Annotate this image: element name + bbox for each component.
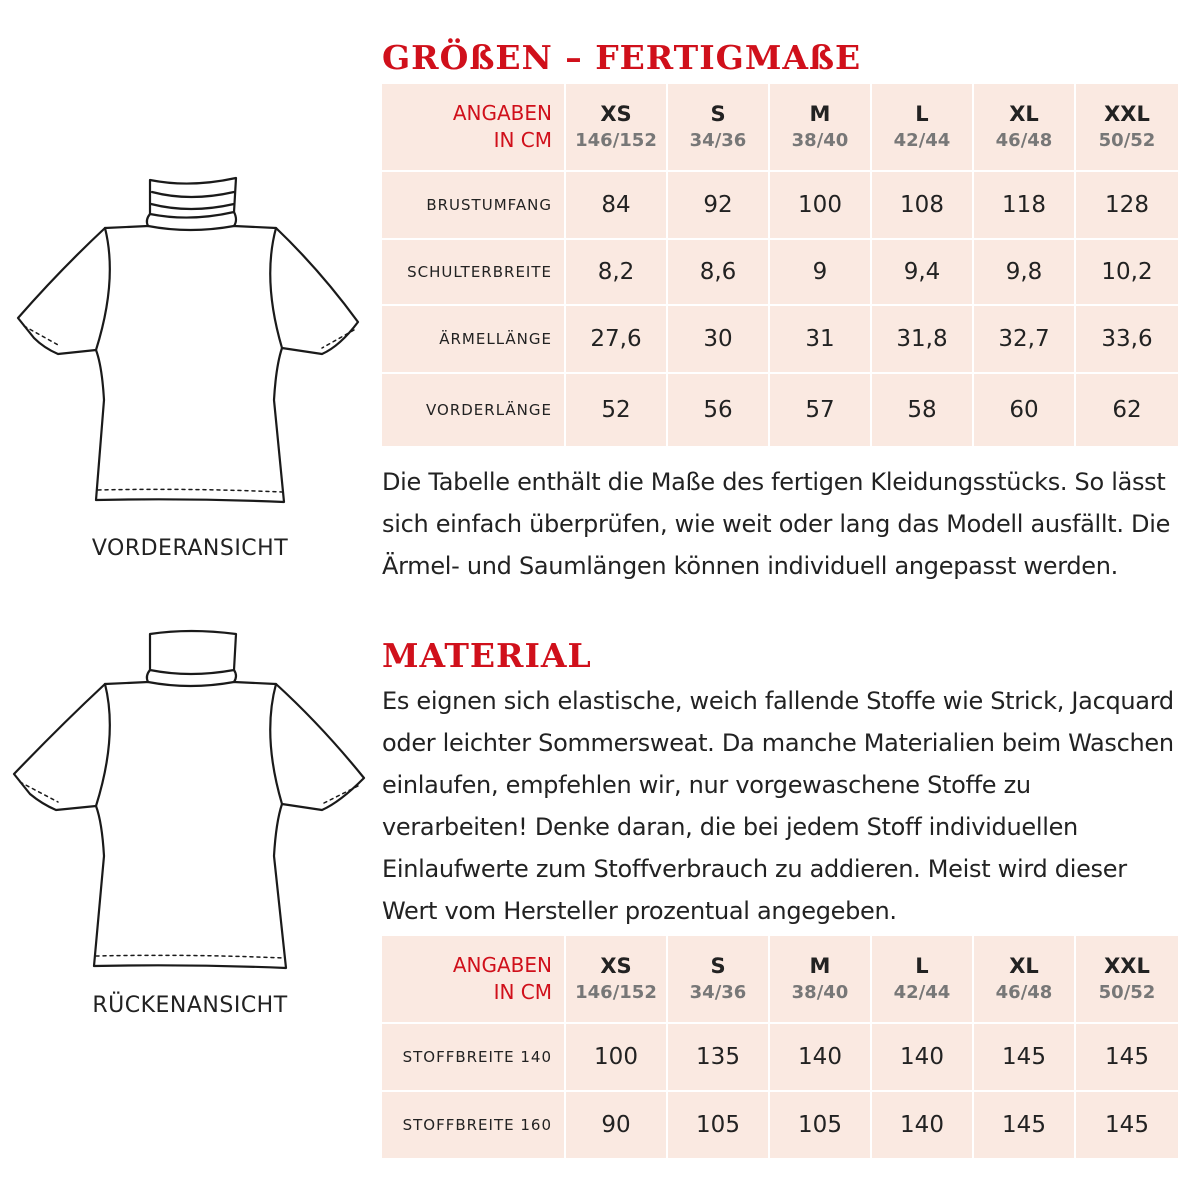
size-column-header — [668, 936, 770, 1024]
row-label: STOFFBREITE 140 — [382, 1024, 566, 1092]
size-number: 42/44 — [893, 981, 951, 1003]
material-table — [382, 936, 1178, 1158]
size-column-header — [770, 84, 872, 172]
size-code: L — [915, 101, 929, 126]
header-label-line1: ANGABEN — [452, 101, 552, 125]
size-table-heading: GRÖßEN – FERTIGMAßE — [382, 38, 862, 77]
size-code: XXL — [1104, 101, 1150, 126]
size-table-header-row — [382, 84, 1178, 172]
size-column-header — [566, 936, 668, 1024]
header-label — [382, 84, 566, 172]
table-cell: 9,8 — [974, 240, 1076, 306]
size-number: 42/44 — [893, 129, 951, 151]
size-column-header — [770, 936, 872, 1024]
size-code: M — [809, 953, 831, 978]
table-cell: 140 — [872, 1092, 974, 1158]
size-column-header — [1076, 936, 1178, 1024]
table-cell: 58 — [872, 374, 974, 446]
table-cell: 31 — [770, 306, 872, 374]
table-cell: 128 — [1076, 172, 1178, 240]
table-row — [382, 374, 1178, 446]
row-label: ÄRMELLÄNGE — [382, 306, 566, 374]
size-code: S — [710, 953, 726, 978]
table-cell: 62 — [1076, 374, 1178, 446]
table-cell: 8,6 — [668, 240, 770, 306]
header-label-line1: ANGABEN — [452, 953, 552, 977]
table-row — [382, 240, 1178, 306]
row-label: BRUSTUMFANG — [382, 172, 566, 240]
header-label-line2: IN CM — [493, 980, 552, 1004]
material-table-header-row — [382, 936, 1178, 1024]
table-cell: 145 — [1076, 1024, 1178, 1092]
table-cell: 145 — [974, 1024, 1076, 1092]
size-code: XS — [600, 101, 632, 126]
material-text: Es eignen sich elastische, weich fallende Stoffe wie Strick, Jacquard oder leichter Sommersweat. Da manche Materialien beim Waschen einlaufen, empfehlen wir, nur vorgewaschene Stoffe zu verarbeiten! Denke daran, die bei jedem Stoff individuellen Einlaufwerte zum Stoffverbrauch zu addieren. Meist wird dieser Wert vom Hersteller prozentual angegeben. — [382, 687, 1174, 925]
size-column-header — [872, 84, 974, 172]
table-cell: 56 — [668, 374, 770, 446]
table-cell: 32,7 — [974, 306, 1076, 374]
size-code: M — [809, 101, 831, 126]
table-cell: 108 — [872, 172, 974, 240]
size-column-header — [1076, 84, 1178, 172]
table-cell: 105 — [668, 1092, 770, 1158]
size-code: L — [915, 953, 929, 978]
size-code: XXL — [1104, 953, 1150, 978]
size-number: 46/48 — [995, 129, 1053, 151]
table-cell: 31,8 — [872, 306, 974, 374]
table-cell: 10,2 — [1076, 240, 1178, 306]
table-row — [382, 1024, 1178, 1092]
size-column-header — [974, 84, 1076, 172]
material-heading: MATERIAL — [382, 636, 592, 675]
back-view-label: RÜCKENANSICHT — [92, 993, 288, 1018]
table-cell: 145 — [974, 1092, 1076, 1158]
size-code: S — [710, 101, 726, 126]
size-column-header — [974, 936, 1076, 1024]
table-cell: 135 — [668, 1024, 770, 1092]
table-cell: 105 — [770, 1092, 872, 1158]
size-table-note: Die Tabelle enthält die Maße des fertigen Kleidungsstücks. So lässt sich einfach überprüfen, wie weit oder lang das Modell ausfällt. Die Ärmel- und Saumlängen können individuell angepasst werden. — [382, 468, 1171, 580]
table-cell: 57 — [770, 374, 872, 446]
size-number: 146/152 — [575, 981, 657, 1003]
table-row — [382, 172, 1178, 240]
table-cell: 118 — [974, 172, 1076, 240]
header-label — [382, 936, 566, 1024]
table-cell: 145 — [1076, 1092, 1178, 1158]
size-number: 38/40 — [791, 129, 849, 151]
size-column-header — [872, 936, 974, 1024]
front-view-label: VORDERANSICHT — [91, 536, 289, 561]
size-code: XL — [1009, 101, 1039, 126]
row-label: SCHULTERBREITE — [382, 240, 566, 306]
row-label: STOFFBREITE 160 — [382, 1092, 566, 1158]
table-cell: 140 — [770, 1024, 872, 1092]
table-cell: 100 — [566, 1024, 668, 1092]
size-number: 50/52 — [1098, 129, 1156, 151]
size-number: 38/40 — [791, 981, 849, 1003]
table-row — [382, 306, 1178, 374]
size-column-header — [566, 84, 668, 172]
size-number: 34/36 — [689, 981, 747, 1003]
table-cell: 30 — [668, 306, 770, 374]
row-label: VORDERLÄNGE — [382, 374, 566, 446]
table-cell: 9,4 — [872, 240, 974, 306]
table-cell: 52 — [566, 374, 668, 446]
table-row — [382, 1092, 1178, 1158]
front-view-drawing — [0, 170, 380, 520]
table-cell: 9 — [770, 240, 872, 306]
table-cell: 8,2 — [566, 240, 668, 306]
table-cell: 84 — [566, 172, 668, 240]
size-number: 146/152 — [575, 129, 657, 151]
size-table — [382, 84, 1178, 446]
size-number: 50/52 — [1098, 981, 1156, 1003]
header-label-line2: IN CM — [493, 128, 552, 152]
table-cell: 100 — [770, 172, 872, 240]
table-cell: 60 — [974, 374, 1076, 446]
size-code: XL — [1009, 953, 1039, 978]
size-number: 46/48 — [995, 981, 1053, 1003]
table-cell: 33,6 — [1076, 306, 1178, 374]
table-cell: 92 — [668, 172, 770, 240]
size-column-header — [668, 84, 770, 172]
table-cell: 140 — [872, 1024, 974, 1092]
back-view-drawing — [0, 626, 380, 976]
size-number: 34/36 — [689, 129, 747, 151]
table-cell: 27,6 — [566, 306, 668, 374]
size-code: XS — [600, 953, 632, 978]
table-cell: 90 — [566, 1092, 668, 1158]
